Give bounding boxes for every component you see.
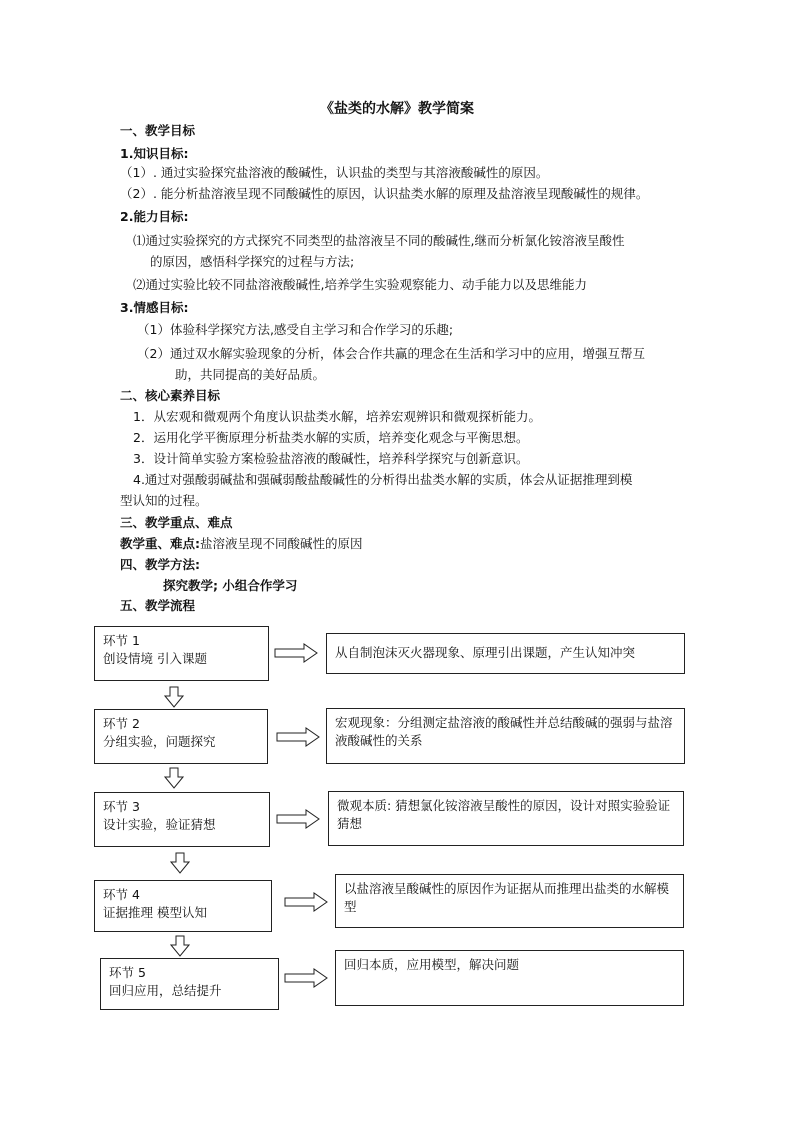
flow-step-1-desc-box — [326, 633, 685, 674]
flow-step-5-box — [100, 958, 279, 1010]
section-4-heading: 四、教学方法: — [120, 557, 200, 572]
core-goal-4-line1: 4.通过对强酸弱碱盐和强碱弱酸盐酸碱性的分析得出盐类水解的实质，体会从证据推理到模 — [133, 472, 633, 487]
right-arrow-icon — [284, 968, 328, 988]
document-title: 《盐类的水解》教学简案 — [320, 101, 474, 117]
flow-step-3-box — [94, 792, 270, 847]
flow-step-1-desc: 从自制泡沫灭火器现象、原理引出课题，产生认知冲突 — [335, 645, 636, 660]
ability-goal-heading: 2.能力目标: — [120, 209, 189, 224]
core-goal-1: 1．从宏观和微观两个角度认识盐类水解，培养宏观辨识和微观探析能力。 — [133, 409, 541, 424]
down-arrow-icon — [170, 852, 190, 874]
flow-step-1-label: 环节 1 — [103, 633, 140, 648]
section-2-heading: 二、核心素养目标 — [120, 388, 221, 403]
ability-goal-1-line2: 的原因，感悟科学探究的过程与方法; — [150, 254, 355, 269]
flow-step-5-desc: 回归本质，应用模型，解决问题 — [344, 957, 520, 972]
down-arrow-icon — [164, 767, 184, 789]
section-5-heading: 五、教学流程 — [120, 598, 196, 613]
flow-step-2-name: 分组实验，问题探究 — [103, 734, 216, 749]
flow-step-4-box — [94, 880, 272, 932]
core-goal-3: 3．设计简单实验方案检验盐溶液的酸碱性，培养科学探究与创新意识。 — [133, 451, 529, 466]
flow-step-5-name: 回归应用，总结提升 — [109, 983, 222, 998]
teaching-method: 探究教学; 小组合作学习 — [163, 578, 298, 593]
emotion-goal-2-line2: 助，共同提高的美好品质。 — [175, 367, 326, 382]
down-arrow-icon — [164, 686, 184, 708]
core-goal-4-line2: 型认知的过程。 — [120, 493, 208, 508]
flow-step-4-desc-box — [335, 874, 684, 928]
flow-step-5-desc-box — [335, 950, 684, 1006]
flow-step-3-name: 设计实验，验证猜想 — [103, 817, 216, 832]
ability-goal-2: ⑵通过实验比较不同盐溶液酸碱性,培养学生实验观察能力、动手能力以及思维能力 — [133, 277, 587, 292]
ability-goal-1-line1: ⑴通过实验探究的方式探究不同类型的盐溶液呈不同的酸碱性,继而分析氯化铵溶液呈酸性 — [133, 233, 625, 248]
emotion-goal-heading: 3.情感目标: — [120, 300, 189, 315]
flow-step-1-box — [94, 626, 269, 681]
down-arrow-icon — [170, 935, 190, 957]
emotion-goal-2-line1: （2）通过双水解实验现象的分析，体会合作共赢的理念在生活和学习中的应用，增强互帮互 — [137, 346, 645, 361]
knowledge-goal-heading: 1.知识目标: — [120, 146, 189, 161]
flow-step-2-desc-box — [326, 708, 685, 764]
key-points — [120, 536, 363, 552]
right-arrow-icon — [276, 809, 320, 829]
flow-step-2-desc: 宏观现象：分组测定盐溶液的酸碱性并总结酸碱的强弱与盐溶液酸碱性的关系 — [335, 715, 673, 748]
flow-step-2-label: 环节 2 — [103, 716, 140, 731]
flow-step-2-box — [94, 709, 268, 764]
flow-step-4-label: 环节 4 — [103, 887, 140, 902]
flow-step-4-name: 证据推理 模型认知 — [103, 905, 207, 920]
flow-step-3-desc: 微观本质: 猜想氯化铵溶液呈酸性的原因，设计对照实验验证猜想 — [337, 798, 671, 831]
flow-step-3-desc-box — [328, 791, 684, 846]
core-goal-2: 2．运用化学平衡原理分析盐类水解的实质，培养变化观念与平衡思想。 — [133, 430, 529, 445]
key-points-label: 教学重、难点: — [120, 536, 200, 551]
right-arrow-icon — [284, 892, 328, 912]
flow-step-4-desc: 以盐溶液呈酸碱性的原因作为证据从而推理出盐类的水解模型 — [344, 881, 670, 914]
flow-step-1-name: 创设情境 引入课题 — [103, 651, 207, 666]
knowledge-goal-1: （1）. 通过实验探究盐溶液的酸碱性，认识盐的类型与其溶液酸碱性的原因。 — [120, 165, 549, 180]
right-arrow-icon — [276, 727, 320, 747]
flow-step-5-label: 环节 5 — [109, 965, 146, 980]
section-3-heading: 三、教学重点、难点 — [120, 515, 233, 530]
emotion-goal-1: （1）体验科学探究方法,感受自主学习和合作学习的乐趣; — [137, 322, 454, 337]
section-1-heading: 一、教学目标 — [120, 123, 196, 138]
key-points-text: 盐溶液呈现不同酸碱性的原因 — [200, 536, 363, 551]
right-arrow-icon — [274, 643, 318, 663]
knowledge-goal-2: （2）. 能分析盐溶液呈现不同酸碱性的原因，认识盐类水解的原理及盐溶液呈现酸碱性的规律。 — [120, 186, 649, 201]
flow-step-3-label: 环节 3 — [103, 799, 140, 814]
